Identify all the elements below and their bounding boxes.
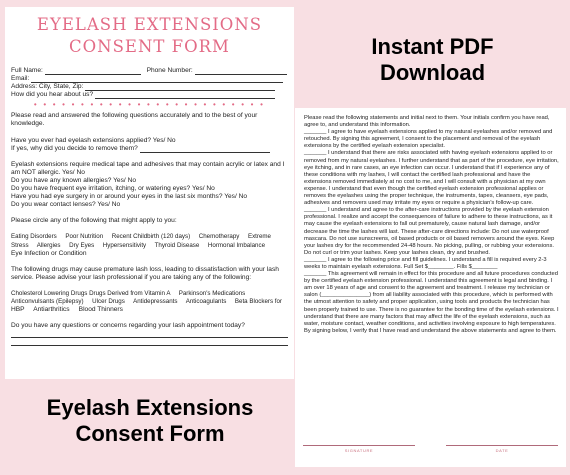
heard-field xyxy=(95,92,275,99)
conditions-line-3: Eye Infection or Condition xyxy=(11,249,87,257)
circle-intro: Please circle any of the following that might apply to you: xyxy=(11,217,177,225)
email-row xyxy=(11,75,288,83)
full-name-row xyxy=(11,67,288,75)
drugs-line-3: HBP Antiarthritics Blood Thinners xyxy=(11,306,123,314)
question-1: Have you ever had eyelash extensions applied? Yes/ No xyxy=(11,136,176,144)
answer-line-1 xyxy=(11,330,288,338)
product-title-heading xyxy=(0,395,300,447)
email-label: Email: xyxy=(11,75,30,83)
form-title-line2: CONSENT FORM xyxy=(69,37,230,56)
question-2-field xyxy=(140,146,270,153)
city-row xyxy=(11,83,288,91)
answer-line-2 xyxy=(11,338,288,346)
agreement-clause-3: _______ I understand and agree to the after-care instructions provided by the eyelash extension professional. I realize and accept the consequences of failure to adhere to these instructions, as it may cause the eyelash extensions to fall out prematurely, cause natural lash damage, and/or decrease the time the lashes will last. These after-care directions include: Do not use waterproof mascara. Do not use sunscreens, oil based products or oil based removers around the eyes. Keep your lashes dry for the recommended 24-48 hours. No picking, pulling, or rubbing your extensions. Do not curl or trim your lashes. Keep your lashes clean, dry and brushed. xyxy=(304,207,555,256)
agreement-intro: Please read the following statements and initial next to them. Your initials confirm you have read, agree to, and understand this information. xyxy=(304,115,550,129)
phone-field xyxy=(195,68,287,75)
drugs-line-1: Cholesterol Lowering Drugs Drugs Derived from Vitamin A Parkinson's Medications xyxy=(11,289,246,297)
question-2: If yes, why did you decide to remove them? xyxy=(11,144,138,152)
conditions-line-1: Eating Disorders Poor Nutrition Recent Childbirth (120 days) Chemotherapy Extreme xyxy=(11,233,271,241)
drugs-line-2: Anticonvulsants (Epilepsy) Ulcer Drugs Antidepressants Anticoagulants Beta Blockers for xyxy=(11,297,282,305)
question-2-row xyxy=(11,145,288,153)
intro-text: Please read and answered the following questions accurately and to the best of your knowledge. xyxy=(11,112,258,128)
agreement-clause-1: _______ I agree to have eyelash extensions applied to my natural eyelashes and/or removed and retouched. By signing this agreement, I consent to the placement and removal of the eyelash extensions by the certified eyelash extension specialist. xyxy=(304,129,553,150)
product-title-line1: Eyelash Extensions xyxy=(46,395,254,420)
final-question: Do you have any questions or concerns regarding your lash appointment today? xyxy=(11,322,245,330)
question-3: Eyelash extensions require medical tape and adhesives that may contain acrylic or latex and I am NOT allergic. Yes/ No xyxy=(11,160,285,176)
phone-label: Phone Number: xyxy=(146,67,193,74)
signature-line: SIGNATURE xyxy=(303,445,415,453)
agreement-clause-4: _______ I agree to the following price and fill guidelines. I understand a fill is required every 2-3 weeks to maintain eyelash extensions. Full Set $________. Fills $________ xyxy=(304,256,547,270)
heard-row xyxy=(11,91,288,99)
question-7: Do you wear contact lenses? Yes/ No xyxy=(11,201,121,209)
agreement-clause-2: _______ I understand that there are risks associated with having eyelash extensions applied to or removed from my natural eyelashes. I further understand that as part of the procedure, eye irritation, eye itching, and in rare cases, an eye infection can occur. I understand that if I experience any of these conditions with my lashes, I will contact the certified lash professional and have the extensions removed immediately at no cost to me, and I will consult with a physician at my own expense. I understand that even though the certified eyelash extension professional applies or removes the eyelashes using the proper technique, the instruments, tapes, cleansers, eye pads, adhesives and removers used may irritate my eyes or require a physician's follow-up care. xyxy=(304,150,559,207)
dotted-divider: • • • • • • • • • • • • • • • • • • • • • • • • • xyxy=(33,100,266,110)
question-4: Do you have any known allergies? Yes/ No xyxy=(11,176,136,184)
instant-heading-line2: Download xyxy=(379,60,486,85)
question-6: Have you had eye surgery in or around your eyes in the last six months? Yes/ No xyxy=(11,193,248,201)
heard-label: How did you hear about us? xyxy=(11,91,94,99)
full-name-field xyxy=(45,68,141,75)
drugs-intro: The following drugs may cause premature lash loss, leading to dissatisfaction with your lash service. Please advise your lash professional if you are taking any of the following: xyxy=(11,265,279,281)
conditions-line-2: Stress Allergies Dry Eyes Hypersensitivity Thyroid Disease Hormonal Imbalance xyxy=(11,241,266,249)
question-5: Do you have frequent eye irritation, itching, or watering eyes? Yes/ No xyxy=(11,185,215,193)
product-title-line2: Consent Form xyxy=(75,421,225,446)
consent-form-page-preview xyxy=(5,7,294,379)
email-field xyxy=(31,76,283,83)
form-title-line1: EYELASH EXTENSIONS xyxy=(36,15,263,34)
instant-heading-line1: Instant PDF xyxy=(371,34,494,59)
date-line: DATE xyxy=(446,445,558,453)
full-name-label: Full Name: xyxy=(11,67,43,74)
city-field xyxy=(85,84,275,91)
agreement-clause-5: _______ This agreement will remain in effect for this procedure and all future procedures conducted by the certified eyelash extension professional. I understand this agreement is legal and binding. I am over 18 years of age and consent to the agreement and treatment. I release my technician or salon (_______________) from all liability associated with this procedure, which is performed with the utmost attention to safety and proper application, using tools and products the technician has been properly trained to use. There is no guarantee for the bonding time of the eyelash extensions. I understand that there are many factors that may affect the life of the eyelash extensions, such as water, moisture contact, weather conditions, and activities involving exposure to high temperatures. By signing below, I verify that I have read and understand the above statements and agree to them. xyxy=(304,271,559,334)
agreement-page-preview xyxy=(295,108,566,467)
instant-download-heading xyxy=(300,34,565,86)
signature-row xyxy=(303,445,558,453)
city-label: Address: City, State, Zip: xyxy=(11,83,84,91)
